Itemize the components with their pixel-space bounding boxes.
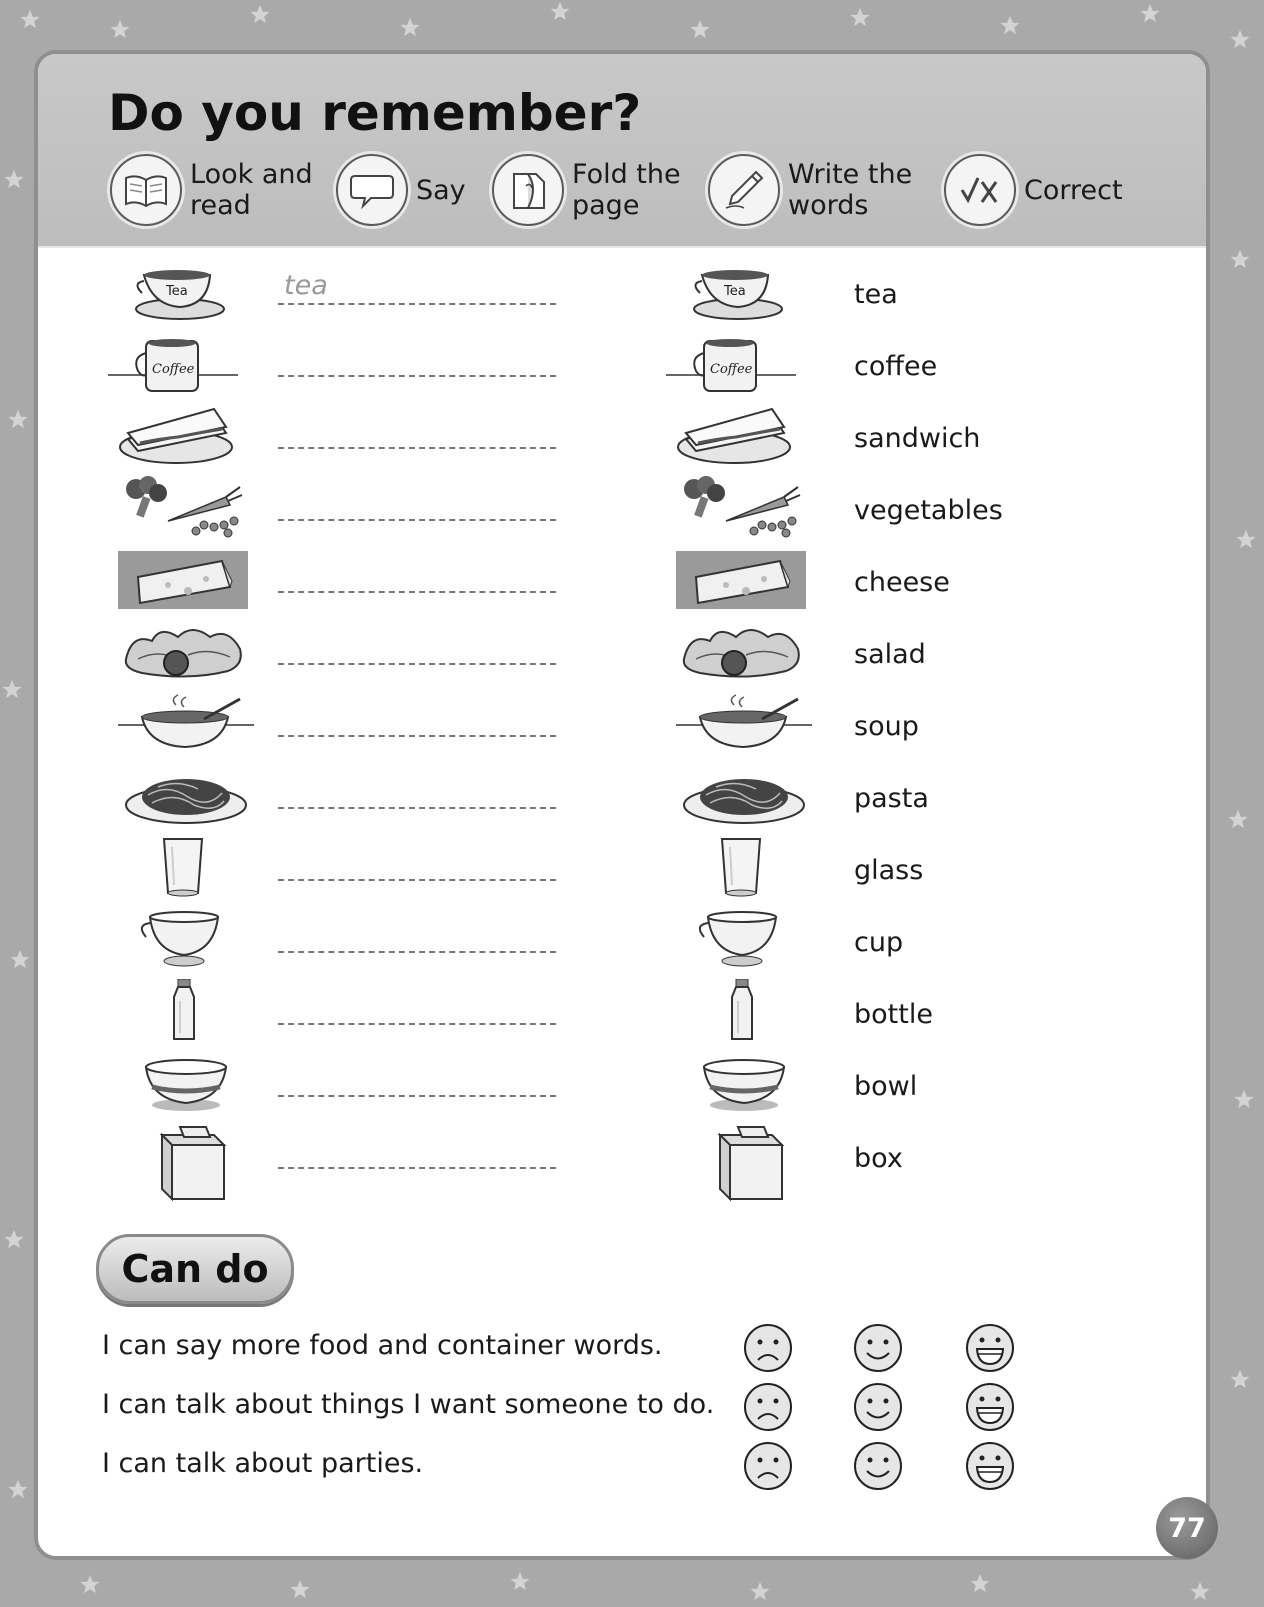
- sad-face-icon[interactable]: [742, 1322, 794, 1374]
- coffee-mug-icon: [108, 331, 248, 397]
- fold-page-icon: [492, 154, 564, 226]
- step-label: Fold the page: [572, 159, 681, 221]
- can-do-row: [102, 1381, 1162, 1437]
- exercise-row-sandwich: [38, 403, 1206, 473]
- answer-line[interactable]: [278, 701, 556, 737]
- coffee-mug-icon: [666, 331, 806, 397]
- word-label: pasta: [854, 783, 929, 814]
- page-title: Do you remember?: [108, 84, 642, 142]
- pasta-plate-icon: [676, 763, 816, 829]
- grinning-face-icon[interactable]: [964, 1440, 1016, 1492]
- answer-line[interactable]: [278, 269, 556, 305]
- instruction-steps: [110, 150, 1170, 230]
- word-label: cheese: [854, 567, 950, 598]
- answer-line[interactable]: [278, 1061, 556, 1097]
- word-label: coffee: [854, 351, 938, 382]
- step-say: [336, 150, 466, 230]
- can-do-row: [102, 1322, 1162, 1378]
- book-icon: [110, 154, 182, 226]
- glass-icon: [676, 835, 816, 901]
- word-label: cup: [854, 927, 904, 958]
- exercise-row-soup: [38, 691, 1206, 761]
- answer-line[interactable]: [278, 917, 556, 953]
- salad-icon: [676, 619, 816, 685]
- tea-cup-label: Tea: [166, 284, 188, 299]
- answer-line[interactable]: [278, 341, 556, 377]
- soup-bowl-icon: [676, 691, 816, 757]
- word-label: glass: [854, 855, 924, 886]
- step-fold-the-page: [492, 150, 681, 230]
- salad-icon: [118, 619, 258, 685]
- exercise-row-cup: [38, 907, 1206, 977]
- word-label: salad: [854, 639, 926, 670]
- answer-line[interactable]: [278, 557, 556, 593]
- word-label: sandwich: [854, 423, 981, 454]
- tick-cross-icon: [944, 154, 1016, 226]
- smiling-face-icon[interactable]: [852, 1381, 904, 1433]
- pen-icon: [708, 154, 780, 226]
- smiling-face-icon[interactable]: [852, 1322, 904, 1374]
- exercise-row-pasta: [38, 763, 1206, 833]
- word-label: bowl: [854, 1071, 918, 1102]
- bottle-icon: [118, 979, 258, 1045]
- answer-line[interactable]: [278, 413, 556, 449]
- cup-icon: [676, 907, 816, 973]
- vegetables-icon: [676, 475, 816, 541]
- tea-cup-label: Tea: [724, 284, 746, 299]
- answer-line[interactable]: [278, 1133, 556, 1169]
- box-icon: [676, 1119, 816, 1203]
- bowl-icon: [118, 1051, 258, 1117]
- coffee-mug-label: Coffee: [152, 362, 195, 377]
- sad-face-icon[interactable]: [742, 1440, 794, 1492]
- header-band: [38, 54, 1206, 248]
- exercise-row-bowl: [38, 1051, 1206, 1121]
- can-do-statement: I can talk about things I want someone to do.: [102, 1389, 715, 1420]
- can-do-title: Can do: [121, 1247, 269, 1291]
- cup-icon: [118, 907, 258, 973]
- cheese-icon: [118, 547, 258, 613]
- step-write-the-words: [708, 150, 912, 230]
- grinning-face-icon[interactable]: [964, 1381, 1016, 1433]
- sandwich-icon: [676, 403, 816, 469]
- answer-line[interactable]: [278, 989, 556, 1025]
- can-do-row: [102, 1440, 1162, 1496]
- pasta-plate-icon: [118, 763, 258, 829]
- bowl-icon: [676, 1051, 816, 1117]
- word-label: tea: [854, 279, 898, 310]
- exercise-row-coffee: [38, 331, 1206, 401]
- glass-icon: [118, 835, 258, 901]
- answer-line[interactable]: [278, 485, 556, 521]
- answer-line[interactable]: [278, 629, 556, 665]
- vegetables-icon: [118, 475, 258, 541]
- word-label: vegetables: [854, 495, 1003, 526]
- exercise-row-cheese: [38, 547, 1206, 617]
- exercise-row-glass: [38, 835, 1206, 905]
- example-answer: tea: [284, 270, 328, 301]
- speech-bubble-icon: [336, 154, 408, 226]
- exercise-row-bottle: [38, 979, 1206, 1049]
- exercise-row-salad: [38, 619, 1206, 689]
- tea-cup-icon: [672, 259, 812, 325]
- coffee-mug-label: Coffee: [710, 362, 753, 377]
- bottle-icon: [676, 979, 816, 1045]
- answer-line[interactable]: [278, 773, 556, 809]
- cheese-icon: [676, 547, 816, 613]
- box-icon: [118, 1119, 258, 1203]
- step-label: Write the words: [788, 159, 913, 221]
- step-correct: [944, 150, 1123, 230]
- exercise-row-box: [38, 1123, 1206, 1193]
- sandwich-icon: [118, 403, 258, 469]
- word-label: bottle: [854, 999, 933, 1030]
- word-label: soup: [854, 711, 919, 742]
- can-do-badge: [96, 1234, 294, 1304]
- step-label: Say: [416, 174, 466, 206]
- tea-cup-icon: [114, 259, 254, 325]
- worksheet-page: [34, 50, 1210, 1560]
- can-do-statement: I can talk about parties.: [102, 1448, 424, 1479]
- grinning-face-icon[interactable]: [964, 1322, 1016, 1374]
- word-label: box: [854, 1143, 903, 1174]
- answer-line[interactable]: [278, 845, 556, 881]
- soup-bowl-icon: [118, 691, 258, 757]
- step-look-and-read: [110, 150, 313, 230]
- smiling-face-icon[interactable]: [852, 1440, 904, 1492]
- exercise-row-tea: [38, 259, 1206, 329]
- can-do-statement: I can say more food and container words.: [102, 1330, 663, 1361]
- step-label: Look and read: [190, 159, 313, 221]
- page-number: 77: [1156, 1497, 1218, 1559]
- step-label: Correct: [1024, 174, 1123, 206]
- exercise-row-vegetables: [38, 475, 1206, 545]
- sad-face-icon[interactable]: [742, 1381, 794, 1433]
